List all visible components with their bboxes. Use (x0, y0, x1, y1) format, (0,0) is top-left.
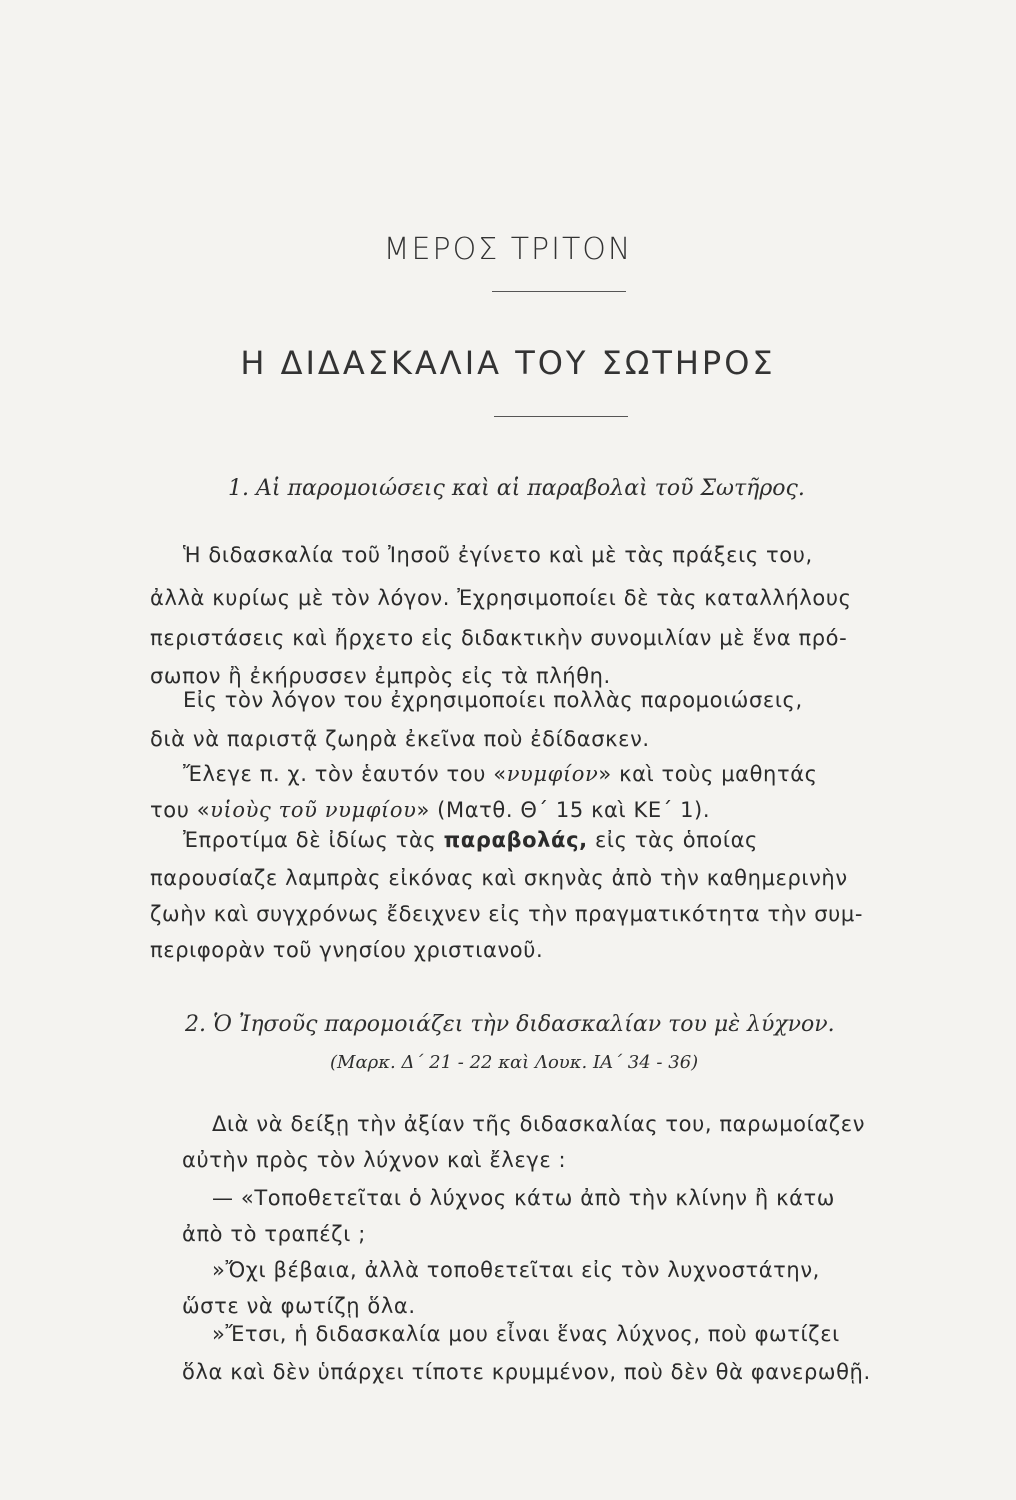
bold-term: παραβολάς, (443, 828, 588, 852)
part-title: ΜΕΡΟΣ ΤΡΙΤΟΝ (383, 232, 633, 267)
text-run: εἰς τὰς ὁποίας (587, 828, 758, 852)
paragraph-line: »Ὄχι βέβαια, ἀλλὰ τοποθετεῖται εἰς τὸν λυχνοστάτην, (212, 1258, 820, 1282)
divider-rule (494, 416, 628, 417)
paragraph-line (183, 762, 818, 786)
text-run: » καὶ τοὺς μαθητάς (598, 762, 818, 786)
paragraph-line: σωπον ἢ ἐκήρυσσεν ἐμπρὸς εἰς τὰ πλήθη. (150, 664, 611, 688)
paragraph-line: παρουσίαζε λαμπρὰς εἰκόνας καὶ σκηνὰς ἀπὸ τὴν καθημερινὴν (150, 866, 848, 890)
divider-rule (492, 291, 626, 292)
paragraph-line: ὥστε νὰ φωτίζῃ ὅλα. (182, 1294, 416, 1318)
section-1-heading: 1. Αἱ παρομοιώσεις καὶ αἱ παραβολαὶ τοῦ Σωτῆρος. (228, 476, 805, 501)
paragraph-line: Εἰς τὸν λόγον του ἐχρησιμοποίει πολλὰς παρομοιώσεις, (183, 688, 803, 712)
paragraph-line: περιστάσεις καὶ ἤρχετο εἰς διδακτικὴν συνομιλίαν μὲ ἕνα πρό- (150, 626, 848, 650)
paragraph-line: ζωὴν καὶ συγχρόνως ἔδειχνεν εἰς τὴν πραγματικότητα τὴν συμ- (150, 902, 864, 926)
italic-term: υἱοὺς τοῦ νυμφίου (210, 798, 417, 822)
paragraph-line: Διὰ νὰ δείξῃ τὴν ἀξίαν τῆς διδασκαλίας του, παρωμοίαζεν (212, 1112, 866, 1136)
paragraph-line (150, 798, 710, 822)
main-title: Η ΔΙΔΑΣΚΑΛΙΑ ΤΟΥ ΣΩΤΗΡΟΣ (240, 344, 776, 382)
scripture-reference: (Μαρκ. Δ΄ 21 - 22 καὶ Λουκ. ΙΑ΄ 34 - 36) (330, 1052, 699, 1073)
paragraph-line: αὐτὴν πρὸς τὸν λύχνον καὶ ἔλεγε : (182, 1148, 567, 1172)
text-run: του « (150, 798, 211, 822)
paragraph-line: ἀπὸ τὸ τραπέζι ; (182, 1222, 366, 1246)
paragraph-line (183, 828, 758, 852)
paragraph-line: διὰ νὰ παριστᾷ ζωηρὰ ἐκεῖνα ποὺ ἐδίδασκεν. (150, 727, 650, 751)
paragraph-line: ὅλα καὶ δὲν ὑπάρχει τίποτε κρυμμένον, ποὺ δὲν θὰ φανερωθῇ. (182, 1360, 871, 1384)
paragraph-line: — «Τοποθετεῖται ὁ λύχνος κάτω ἀπὸ τὴν κλίνην ἢ κάτω (212, 1186, 835, 1210)
paragraph-line: »Ἔτσι, ἡ διδασκαλία μου εἶναι ἕνας λύχνος, ποὺ φωτίζει (212, 1322, 840, 1346)
text-run: Ἐπροτίμα δὲ ἰδίως τὰς (183, 828, 437, 852)
text-run: » (Ματθ. Θ΄ 15 καὶ ΚΕ΄ 1). (416, 798, 711, 822)
paragraph-line: ἀλλὰ κυρίως μὲ τὸν λόγον. Ἐχρησιμοποίει δὲ τὰς καταλλήλους (150, 586, 852, 610)
text-run: Ἔλεγε π. χ. τὸν ἑαυτόν του « (183, 762, 507, 786)
paragraph-line: Ἡ διδασκαλία τοῦ Ἰησοῦ ἐγίνετο καὶ μὲ τὰς πράξεις του, (183, 543, 813, 567)
paragraph-line: περιφορὰν τοῦ γνησίου χριστιανοῦ. (150, 938, 544, 962)
section-2-heading: 2. Ὁ Ἰησοῦς παρομοιάζει τὴν διδασκαλίαν του μὲ λύχνον. (185, 1012, 835, 1037)
italic-term: νυμφίον (506, 762, 599, 786)
